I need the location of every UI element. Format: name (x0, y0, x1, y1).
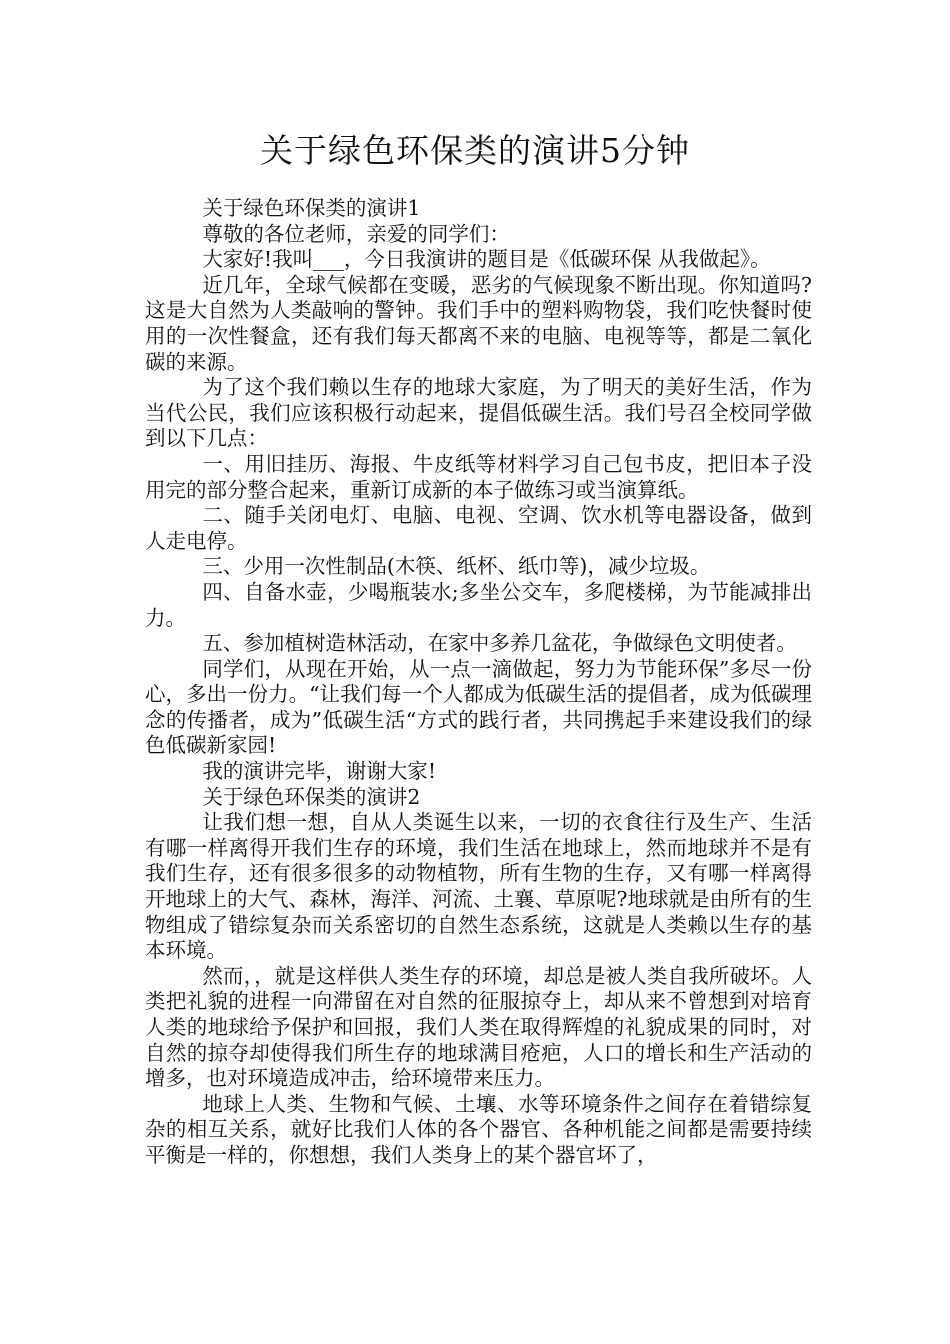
paragraph: 地球上人类、生物和气候、土壤、水等环境条件之间存在着错综复杂的相互关系，就好比我们人体的各个器官、各种机能之间都是需要持续平衡是一样的，你想想，我们人类身上的某个器官坏了， (145, 1091, 812, 1167)
list-item: 二、随手关闭电灯、电脑、电视、空调、饮水机等电器设备，做到人走电停。 (145, 503, 812, 553)
paragraph: 同学们，从现在开始，从一点一滴做起，努力为节能环保”多尽一份心，多出一份力。“让我们每一个人都成为低碳生活的提倡者，成为低碳理念的传播者，成为”低碳生活“方式的践行者，共同携起手来建设我们的绿色低碳新家园! (145, 656, 812, 758)
closing: 我的演讲完毕，谢谢大家! (202, 759, 437, 784)
document-title: 关于绿色环保类的演讲5分钟 (260, 131, 690, 170)
paragraph: 大家好!我叫___，今日我演讲的题目是《低碳环保 从我做起》。 (202, 247, 771, 272)
list-item: 一、用旧挂历、海报、牛皮纸等材料学习自己包书皮，把旧本子没用完的部分整合起来，重新订成新的本子做练习或当演算纸。 (145, 451, 812, 502)
list-item: 五、参加植树造林活动，在家中多养几盆花，争做绿色文明使者。 (202, 631, 797, 656)
section-heading-2: 关于绿色环保类的演讲2 (202, 784, 421, 809)
paragraph: 为了这个我们赖以生存的地球大家庭，为了明天的美好生活，作为当代公民，我们应该积极行动起来，提倡低碳生活。我们号召全校同学做到以下几点： (145, 375, 812, 451)
paragraph: 让我们想一想，自从人类诞生以来，一切的衣食往行及生产、生活有哪一样离得开我们生存的环境，我们生活在地球上，然而地球并不是有我们生存，还有很多很多的动物植物，所有生物的生存，又有哪一样离得开地球上的大气、森林，海洋、河流、土襄、草原呢?地球就是由所有的生物组成了错综复杂而关系密切的自然生态系统，这就是人类赖以生存的基本环境。 (145, 810, 812, 963)
paragraph: 近几年，全球气候都在变暖，恶劣的气候现象不断出现。你知道吗?这是大自然为人类敲响的警钟。我们手中的塑料购物袋，我们吃快餐时使用的一次性餐盒，还有我们每天都离不来的电脑、电视等等，都是二氧化碳的来源。 (145, 272, 812, 374)
document-body (145, 196, 812, 1169)
salutation: 尊敬的各位老师，亲爱的同学们： (202, 221, 510, 246)
paragraph: 然而，，就是这样供人类生存的环境，却总是被人类自我所破坏。人类把礼貌的进程一向滞留在对自然的征服掠夺上，却从来不曾想到对培育人类的地球给予保护和回报，我们人类在取得辉煌的礼貌成果的同时，对自然的掠夺却使得我们所生存的地球满目疮疤，人口的增长和生产活动的增多，也对环境造成冲击，给环境带来压力。 (145, 963, 812, 1091)
section-heading-1: 关于绿色环保类的演讲1 (202, 196, 421, 220)
list-item: 四、自备水壶，少喝瓶装水;多坐公交车，多爬楼梯，为节能减排出力。 (145, 579, 812, 630)
list-item: 三、少用一次性制品(木筷、纸杯、纸巾等)，减少垃圾。 (202, 554, 711, 579)
